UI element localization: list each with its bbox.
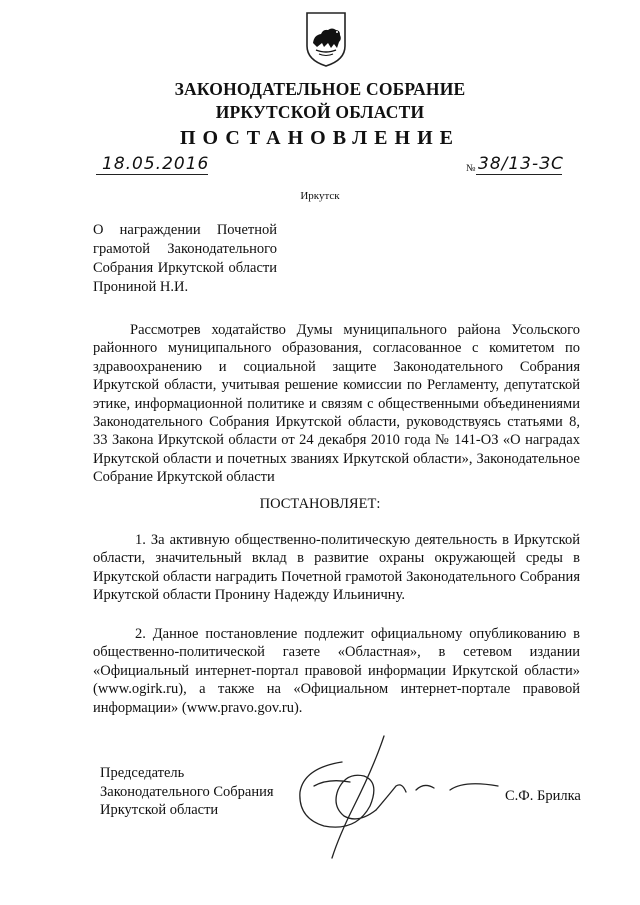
handwritten-signature [284,726,504,864]
signatory-title-line3: Иркутской области [100,802,219,818]
organization-name-line2: ИРКУТСКОЙ ОБЛАСТИ [215,102,425,122]
document-number: 38/13-ЗС [478,154,564,174]
coat-of-arms-emblem-icon [304,10,348,68]
resolution-item-1: 1. За активную общественно-политическую деятельность в Иркутской области, значительный вклад в развитие охраны окружающей среды в Иркутской области наградить Почетной грамотой Законодательного Собрания Иркутской области Пронину Надежду Ильиничну. [93,532,580,604]
signatory-title-line2: Законодательного Собрания [100,783,274,800]
number-underline [476,174,562,175]
number-prefix: № [466,163,476,174]
resolution-item-2: 2. Данное постановление подлежит официальному опубликованию в общественно-политической газете «Областная», в сетевом издании «Официальный интернет-портал правовой информации Иркутской области» (www.ogirk.ru), а также на «Официальном интернет-портале правовой информации» (www.pravo.gov.ru). [93,626,580,716]
preamble-paragraph: Рассмотрев ходатайство Думы муниципального района Усольского районного муниципального образования, согласованное с комитетом по здравоохранению и социальной защите Законодательного Собрания Иркутской области, учитывая решение комиссии по Регламенту, депутатской этике, информационной политике и связям с общественными объединениями Законодательного Собрания Иркутской области, руководствуясь статьями 8, 33 Закона Иркутской области от 24 декабря 2010 года № 141-ОЗ «О наградах Иркутской области и почетных званиях Иркутской области», Законодательное Собрание Иркутской области [93,322,580,486]
signatory-title [100,764,274,820]
city-name: Иркутск [300,190,340,202]
signatory-title-line1: Председатель [100,765,185,781]
resolves-heading: ПОСТАНОВЛЯЕТ: [259,496,381,512]
organization-name-line1: ЗАКОНОДАТЕЛЬНОЕ СОБРАНИЕ [174,79,466,99]
document-date: 18.05.2016 [102,154,210,174]
document-type-title: ПОСТАНОВЛЕНИЕ [180,127,460,149]
signatory-name: С.Ф. Брилка [505,788,581,804]
date-underline [96,174,208,175]
document-subject: О награждении Почетной грамотой Законодательного Собрания Иркутской области Прониной Н.И. [93,222,277,295]
